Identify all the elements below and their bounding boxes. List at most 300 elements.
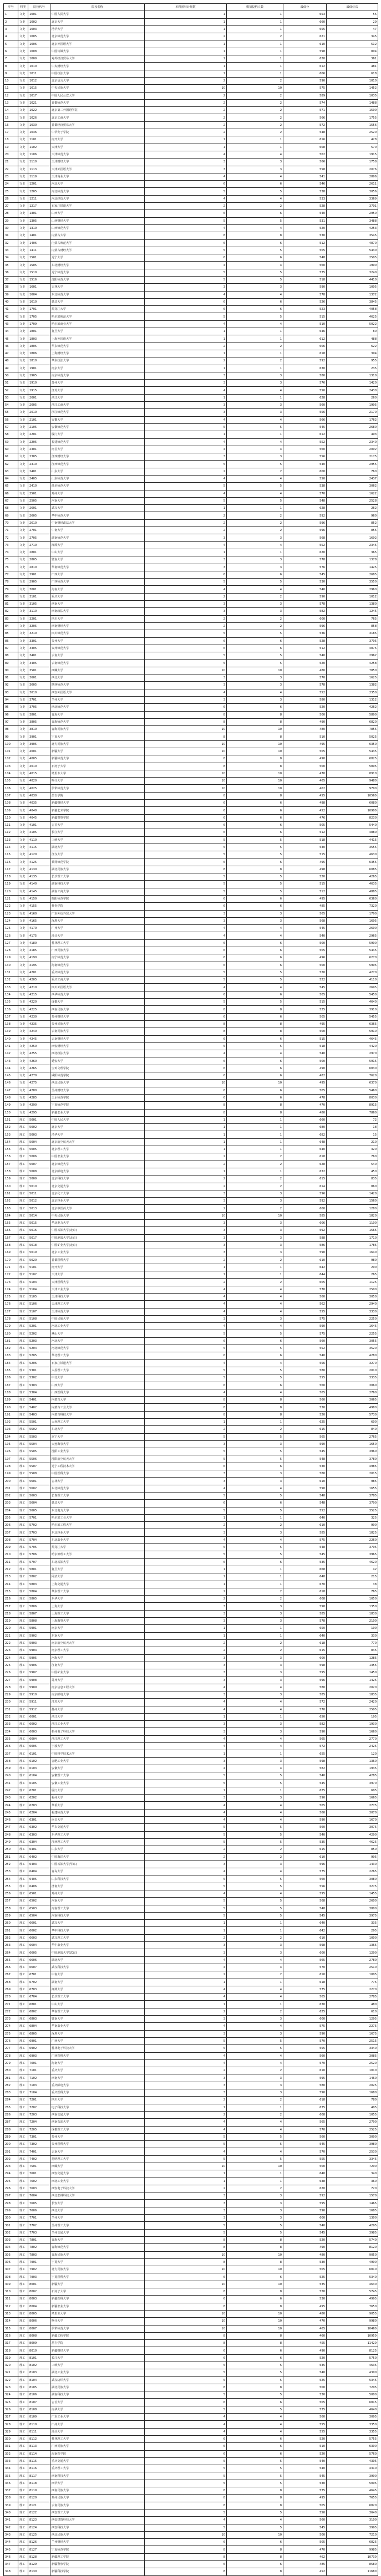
cell-school-name: 武汉大学 — [50, 1920, 145, 1927]
cell-min-rank: 3980 — [327, 2141, 378, 2148]
table-row — [4, 844, 378, 851]
cell-plan-count: 1 — [145, 394, 227, 401]
cell-school-code: 8108 — [28, 2406, 50, 2413]
cell-category: 理工 — [18, 1639, 28, 1647]
cell-school-name: 北京理工大学 — [50, 1146, 145, 1153]
cell-index: 186 — [4, 1374, 18, 1382]
cell-category: 理工 — [18, 1256, 28, 1264]
cell-min-rank: 4310 — [327, 2465, 378, 2472]
table-row — [4, 48, 378, 55]
cell-school-name: 广西大学 — [50, 571, 145, 578]
cell-index: 223 — [4, 1647, 18, 1654]
cell-min-score: 625 — [283, 1419, 327, 1426]
cell-min-rank: 6360 — [327, 895, 378, 902]
cell-plan-count: 8 — [145, 733, 227, 740]
cell-min-score: 620 — [283, 549, 327, 556]
cell-min-rank: 9790 — [327, 785, 378, 792]
cell-admit-count: 5 — [227, 630, 283, 637]
cell-school-name: 黄冈师范学院 — [50, 858, 145, 866]
cell-min-rank: 2420 — [327, 1699, 378, 1706]
cell-plan-count: 10 — [145, 667, 227, 674]
cell-category: 理工 — [18, 2281, 28, 2288]
cell-index: 276 — [4, 2037, 18, 2045]
cell-index: 260 — [4, 1920, 18, 1927]
cell-index: 344 — [4, 2539, 18, 2546]
table-row — [4, 556, 378, 564]
cell-school-code: 2601 — [28, 505, 50, 512]
cell-index: 338 — [4, 2495, 18, 2502]
cell-category: 文史 — [18, 696, 28, 703]
cell-index: 321 — [4, 2369, 18, 2376]
cell-min-score: 565 — [283, 1802, 327, 1809]
cell-min-score: 535 — [283, 2406, 327, 2413]
cell-school-name: 中国医科大学 — [50, 1470, 145, 1478]
cell-plan-count: 5 — [145, 2362, 227, 2369]
cell-min-rank: 4985 — [327, 1463, 378, 1470]
cell-school-code: 6003 — [28, 1728, 50, 1735]
cell-category: 理工 — [18, 2126, 28, 2133]
cell-index: 341 — [4, 2517, 18, 2524]
cell-min-score: 555 — [283, 2045, 327, 2052]
cell-min-score: 655 — [283, 25, 327, 33]
cell-admit-count: 3 — [227, 1478, 283, 1485]
cell-admit-count: 2 — [227, 622, 283, 630]
cell-school-code: 3810 — [28, 726, 50, 733]
cell-school-code: 5704 — [28, 1536, 50, 1543]
cell-school-code: 5302 — [28, 1374, 50, 1382]
cell-school-name: 郑州大学 — [50, 1890, 145, 1898]
cell-min-rank: 4420 — [327, 1042, 378, 1050]
cell-index: 179 — [4, 1323, 18, 1330]
cell-category: 理工 — [18, 2414, 28, 2421]
table-row — [4, 1691, 378, 1698]
table-row — [4, 33, 378, 40]
table-row — [4, 1131, 378, 1138]
cell-min-rank: 320 — [327, 1146, 378, 1153]
cell-school-name: 重庆大学 — [50, 2067, 145, 2074]
cell-min-rank: 605 — [327, 1787, 378, 1794]
table-row — [4, 991, 378, 998]
table-row — [4, 1971, 378, 1979]
cell-index: 330 — [4, 2435, 18, 2442]
table-row — [4, 1912, 378, 1919]
cell-index: 241 — [4, 1780, 18, 1787]
cell-min-score: 585 — [283, 1212, 327, 1219]
cell-school-name: 青岛大学 — [50, 1868, 145, 1875]
cell-plan-count: 3 — [145, 402, 227, 409]
cell-min-score: 462 — [283, 785, 327, 792]
cell-plan-count: 5 — [145, 579, 227, 586]
cell-admit-count: 2 — [227, 2111, 283, 2118]
cell-school-code: 7501 — [28, 2163, 50, 2170]
cell-admit-count: 1 — [227, 1750, 283, 1757]
cell-school-code: 7606 — [28, 2207, 50, 2214]
cell-index: 221 — [4, 1632, 18, 1639]
cell-school-name: 西藏大学 — [50, 667, 145, 674]
cell-index: 249 — [4, 1838, 18, 1846]
cell-min-rank: 1372 — [327, 291, 378, 298]
cell-plan-count: 5 — [145, 844, 227, 851]
table-row — [4, 1345, 378, 1352]
cell-school-code: 5016 — [28, 1227, 50, 1234]
cell-min-rank: 3050 — [327, 1293, 378, 1300]
cell-min-score: 578 — [283, 601, 327, 608]
cell-school-code: 5504 — [28, 1440, 50, 1448]
cell-min-score: 570 — [283, 1286, 327, 1293]
cell-index: 169 — [4, 1249, 18, 1256]
cell-plan-count: 3 — [145, 380, 227, 387]
cell-plan-count: 3 — [145, 917, 227, 924]
cell-school-code: 4190 — [28, 954, 50, 962]
cell-min-score: 515 — [283, 881, 327, 888]
cell-plan-count: 6 — [145, 947, 227, 954]
cell-category: 文史 — [18, 203, 28, 210]
cell-min-score: 515 — [283, 1035, 327, 1042]
cell-admit-count: 10 — [227, 2163, 283, 2170]
cell-min-score: 512 — [283, 239, 327, 247]
cell-min-rank: 2015 — [327, 1470, 378, 1478]
cell-index: 11 — [4, 85, 18, 92]
table-row — [4, 1492, 378, 1499]
cell-plan-count: 5 — [145, 276, 227, 283]
cell-index: 159 — [4, 1175, 18, 1183]
table-row — [4, 461, 378, 468]
cell-school-name: 青海民族大学 — [50, 726, 145, 733]
cell-school-name: 海南医学院 — [50, 2450, 145, 2457]
cell-plan-count: 2 — [145, 2111, 227, 2118]
cell-plan-count: 3 — [145, 674, 227, 682]
cell-plan-count: 4 — [145, 438, 227, 446]
header-min-rank: 最低位次 — [327, 4, 378, 11]
cell-min-rank: 2520 — [327, 2059, 378, 2067]
cell-plan-count: 4 — [145, 1536, 227, 1543]
cell-plan-count: 4 — [145, 1359, 227, 1367]
cell-index: 164 — [4, 1212, 18, 1219]
cell-min-rank: 8230 — [327, 814, 378, 821]
cell-school-name: 西安建筑科技大学 — [50, 2517, 145, 2524]
cell-min-score: 530 — [283, 579, 327, 586]
cell-min-score: 610 — [283, 1478, 327, 1485]
cell-category: 理工 — [18, 2251, 28, 2258]
table-row — [4, 608, 378, 615]
cell-index: 252 — [4, 1861, 18, 1868]
cell-school-name: 深圳大学 — [50, 917, 145, 924]
cell-index: 303 — [4, 2236, 18, 2243]
cell-school-name: 浙江工业大学 — [50, 1721, 145, 1728]
table-row — [4, 1455, 378, 1463]
cell-category: 文史 — [18, 1057, 28, 1065]
table-row — [4, 821, 378, 829]
cell-category: 理工 — [18, 2082, 28, 2089]
cell-school-name: 西安财经大学 — [50, 1042, 145, 1050]
cell-plan-count: 2 — [145, 2067, 227, 2074]
cell-admit-count: 6 — [227, 1057, 283, 1065]
cell-school-code: 8116 — [28, 2465, 50, 2472]
table-row — [4, 1146, 378, 1153]
table-row — [4, 829, 378, 836]
cell-min-rank: 6355 — [327, 858, 378, 866]
cell-admit-count: 1 — [227, 1271, 283, 1279]
cell-min-rank: 4630 — [327, 851, 378, 858]
cell-min-rank: 855 — [327, 527, 378, 534]
cell-school-name: 昌吉学院 — [50, 792, 145, 799]
cell-plan-count: 4 — [145, 2148, 227, 2155]
cell-index: 326 — [4, 2406, 18, 2413]
cell-index: 288 — [4, 2126, 18, 2133]
cell-min-score: 616 — [283, 136, 327, 144]
cell-index: 291 — [4, 2148, 18, 2155]
cell-school-name: 大连海事大学 — [50, 1440, 145, 1448]
cell-plan-count: 6 — [145, 829, 227, 836]
cell-category: 理工 — [18, 2258, 28, 2266]
cell-school-code: 1101 — [28, 136, 50, 144]
cell-school-code: 7605 — [28, 2200, 50, 2207]
cell-min-score: 615 — [283, 1426, 327, 1433]
cell-school-name: 北京科技大学 — [50, 1175, 145, 1183]
table-row — [4, 1241, 378, 1249]
cell-admit-count: 3 — [227, 1219, 283, 1226]
cell-school-code: 5017 — [28, 1234, 50, 1241]
cell-category: 文史 — [18, 151, 28, 158]
cell-school-code: 1505 — [28, 262, 50, 269]
cell-min-rank: 1762 — [327, 416, 378, 423]
cell-admit-count: 6 — [227, 858, 283, 866]
cell-admit-count: 2 — [227, 1175, 283, 1183]
cell-min-rank: 845 — [327, 1647, 378, 1654]
cell-plan-count: 2 — [145, 1426, 227, 1433]
cell-index: 248 — [4, 1831, 18, 1838]
cell-min-rank: 9480 — [327, 778, 378, 785]
cell-index: 336 — [4, 2480, 18, 2487]
cell-min-rank: 3795 — [327, 1544, 378, 1551]
cell-plan-count: 6 — [145, 645, 227, 652]
table-row — [4, 1102, 378, 1109]
cell-category: 理工 — [18, 1898, 28, 1905]
cell-min-rank: 1035 — [327, 92, 378, 99]
cell-min-rank: 3335 — [327, 1374, 378, 1382]
cell-index: 348 — [4, 2568, 18, 2575]
cell-school-name: 中山大学 — [50, 2001, 145, 2008]
cell-category: 理工 — [18, 1942, 28, 1949]
cell-school-name: 湖北民族大学 — [50, 866, 145, 873]
cell-min-rank: 5895 — [327, 763, 378, 770]
cell-index: 300 — [4, 2215, 18, 2222]
cell-index: 138 — [4, 1020, 18, 1028]
cell-min-rank: 2955 — [327, 461, 378, 468]
cell-admit-count: 5 — [227, 497, 283, 504]
cell-admit-count: 2 — [227, 468, 283, 475]
cell-min-rank: 5025 — [327, 733, 378, 740]
cell-category: 理工 — [18, 2273, 28, 2281]
table-row — [4, 2421, 378, 2428]
cell-min-rank: 480 — [327, 2001, 378, 2008]
cell-plan-count: 4 — [145, 1735, 227, 1742]
cell-category: 文史 — [18, 1013, 28, 1020]
cell-admit-count: 8 — [227, 866, 283, 873]
cell-school-name: 暨南大学 — [50, 2016, 145, 2023]
cell-min-rank: 4635 — [327, 2362, 378, 2369]
cell-plan-count: 3 — [145, 1662, 227, 1669]
cell-index: 84 — [4, 622, 18, 630]
cell-school-code: 4155 — [28, 903, 50, 910]
cell-category: 理工 — [18, 1359, 28, 1367]
cell-plan-count: 5 — [145, 2229, 227, 2236]
cell-school-name: 新疆财经大学 — [50, 2347, 145, 2354]
table-row — [4, 2045, 378, 2052]
cell-admit-count: 5 — [227, 1042, 283, 1050]
cell-school-name: 喀什大学 — [50, 778, 145, 785]
cell-category: 理工 — [18, 1551, 28, 1558]
cell-category: 理工 — [18, 2023, 28, 2030]
table-row — [4, 527, 378, 534]
table-row — [4, 2222, 378, 2229]
cell-min-score: 570 — [283, 1706, 327, 1713]
cell-school-name: 海南大学 — [50, 586, 145, 593]
cell-school-name: 三峡大学 — [50, 2362, 145, 2369]
cell-school-code: 6501 — [28, 1890, 50, 1898]
cell-admit-count: 10 — [227, 726, 283, 733]
cell-min-rank: 7205 — [327, 2384, 378, 2391]
cell-index: 107 — [4, 792, 18, 799]
cell-admit-count: 1 — [227, 2178, 283, 2185]
cell-index: 312 — [4, 2303, 18, 2310]
cell-school-name: 兰州财经大学 — [50, 2539, 145, 2546]
cell-school-name: 山西大学 — [50, 210, 145, 217]
cell-category: 文史 — [18, 438, 28, 446]
cell-school-name: 长沙理工大学 — [50, 1994, 145, 2001]
table-row — [4, 2399, 378, 2406]
table-row — [4, 1529, 378, 1536]
cell-plan-count: 8 — [145, 2546, 227, 2553]
cell-min-rank: 4885 — [327, 888, 378, 895]
cell-school-name: 三峡大学 — [50, 836, 145, 844]
cell-plan-count: 4 — [145, 262, 227, 269]
cell-min-rank: 4640 — [327, 999, 378, 1006]
cell-school-name: 湘潭大学 — [50, 541, 145, 549]
cell-min-score: 562 — [283, 1301, 327, 1308]
cell-category: 文史 — [18, 40, 28, 48]
cell-index: 183 — [4, 1352, 18, 1359]
cell-school-name: 西北政法大学 — [50, 1050, 145, 1057]
cell-plan-count: 6 — [145, 2539, 227, 2546]
cell-school-name: 新疆艺术学院 — [50, 807, 145, 814]
cell-min-score: 552 — [283, 1507, 327, 1514]
cell-school-code: 1036 — [28, 129, 50, 136]
cell-min-score: 515 — [283, 999, 327, 1006]
cell-min-rank: 1650 — [327, 1440, 378, 1448]
cell-school-code: 4165 — [28, 917, 50, 924]
cell-admit-count: 6 — [227, 962, 283, 969]
cell-min-rank: 3350 — [327, 2421, 378, 2428]
cell-category: 文史 — [18, 593, 28, 600]
table-row — [4, 1279, 378, 1286]
cell-school-code: 4140 — [28, 881, 50, 888]
table-row — [4, 2148, 378, 2155]
cell-min-rank: 1990 — [327, 262, 378, 269]
cell-index: 251 — [4, 1853, 18, 1861]
cell-school-name: 四川师范大学 — [50, 630, 145, 637]
cell-category: 理工 — [18, 1868, 28, 1875]
cell-category: 理工 — [18, 1529, 28, 1536]
cell-admit-count: 1 — [227, 350, 283, 357]
cell-school-name: 中国海洋大学 — [50, 1853, 145, 1861]
cell-school-name: 黑龙江大学 — [50, 306, 145, 313]
cell-admit-count: 4 — [227, 1359, 283, 1367]
cell-plan-count: 5 — [145, 2465, 227, 2472]
cell-plan-count: 3 — [145, 372, 227, 379]
cell-admit-count: 6 — [227, 254, 283, 262]
cell-school-code: 5912 — [28, 1706, 50, 1713]
cell-min-score: 560 — [283, 1337, 327, 1345]
table-row — [4, 85, 378, 92]
cell-category: 文史 — [18, 63, 28, 70]
cell-min-rank: 9050 — [327, 2251, 378, 2258]
cell-school-name: 安徽大学 — [50, 416, 145, 423]
cell-min-score: 490 — [283, 2347, 327, 2354]
cell-school-name: 华侨大学 — [50, 1802, 145, 1809]
cell-admit-count: 1 — [227, 2104, 283, 2111]
cell-min-rank: 1590 — [327, 107, 378, 114]
header-school-code: 院校代号 — [28, 4, 50, 11]
cell-category: 理工 — [18, 2539, 28, 2546]
table-row — [4, 2509, 378, 2516]
table-row — [4, 2362, 378, 2369]
cell-index: 122 — [4, 903, 18, 910]
header-admit-count: 模拟投档人数 — [227, 4, 283, 11]
table-row — [4, 210, 378, 217]
cell-school-code: 5909 — [28, 1684, 50, 1691]
cell-index: 201 — [4, 1485, 18, 1492]
cell-school-name: 上海大学 — [50, 1603, 145, 1610]
cell-index: 328 — [4, 2421, 18, 2428]
cell-min-rank: 600 — [327, 1419, 378, 1426]
cell-category: 理工 — [18, 1934, 28, 1941]
cell-school-code: 7302 — [28, 2141, 50, 2148]
cell-admit-count: 2 — [227, 1426, 283, 1433]
cell-plan-count: 1 — [145, 136, 227, 144]
cell-admit-count: 2 — [227, 129, 283, 136]
cell-school-name: 新疆警察学院 — [50, 2561, 145, 2568]
cell-min-score: 600 — [283, 1949, 327, 1956]
table-row — [4, 2391, 378, 2399]
cell-school-code: 7604 — [28, 2192, 50, 2200]
cell-plan-count: 3 — [145, 1654, 227, 1662]
cell-category: 文史 — [18, 1094, 28, 1101]
cell-school-name: 昌吉学院 — [50, 2340, 145, 2347]
cell-plan-count: 3 — [145, 1190, 227, 1197]
cell-school-name: 重庆医科大学 — [50, 2089, 145, 2097]
cell-school-code: 5604 — [28, 1500, 50, 1507]
table-row — [4, 2001, 378, 2008]
cell-index: 304 — [4, 2244, 18, 2251]
cell-min-score: 628 — [283, 1161, 327, 1168]
cell-min-score: 596 — [283, 1677, 327, 1684]
cell-min-score: 590 — [283, 2089, 327, 2097]
cell-category: 文史 — [18, 711, 28, 718]
cell-index: 342 — [4, 2524, 18, 2531]
cell-index: 225 — [4, 1662, 18, 1669]
cell-min-score: 653 — [283, 11, 327, 18]
cell-plan-count: 10 — [145, 2163, 227, 2170]
cell-index: 147 — [4, 1087, 18, 1094]
cell-plan-count: 8 — [145, 1006, 227, 1013]
cell-school-code: 8123 — [28, 2517, 50, 2524]
cell-school-code: 2405 — [28, 476, 50, 483]
cell-min-rank: 1050 — [327, 1596, 378, 1603]
cell-category: 文史 — [18, 181, 28, 188]
cell-admit-count: 8 — [227, 1397, 283, 1404]
cell-category: 理工 — [18, 1168, 28, 1175]
